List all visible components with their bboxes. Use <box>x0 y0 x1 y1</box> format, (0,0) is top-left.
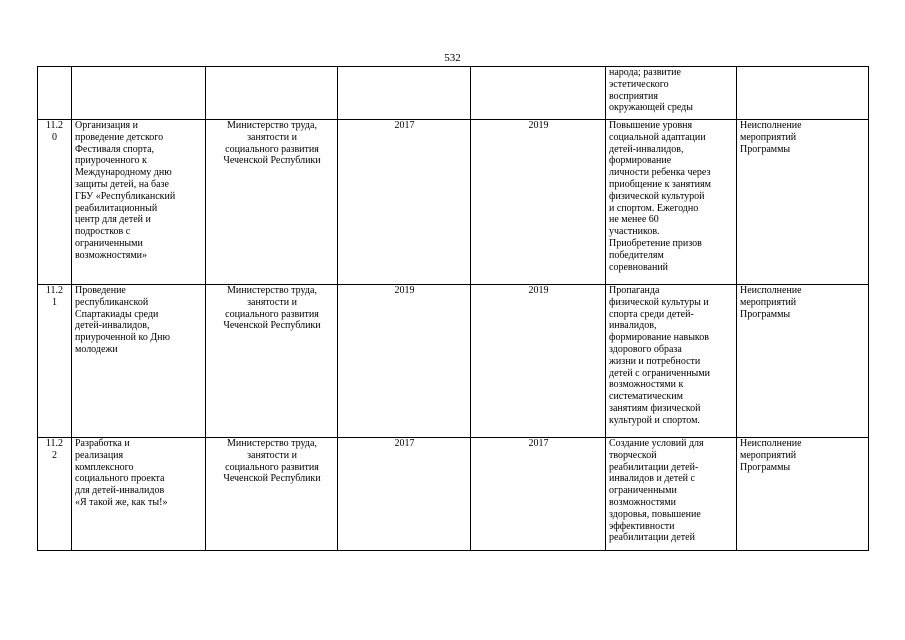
cell-end-year: 2019 <box>471 120 606 285</box>
cell-consequence: Неисполнение мероприятий Программы <box>737 285 869 438</box>
cell-executor: Министерство труда, занятости и социального развития Чеченской Республики <box>206 438 338 551</box>
cell-end-year <box>471 67 606 120</box>
page-number: 532 <box>444 52 461 64</box>
cell-activity <box>72 67 206 120</box>
table-row <box>38 285 869 438</box>
cell-end-year: 2019 <box>471 285 606 438</box>
cell-activity: Проведение республиканской Спартакиады среди детей-инвалидов, приуроченной ко Дню молодежи <box>72 285 206 438</box>
cell-expected-result: народа; развитие эстетического восприятия окружающей среды <box>606 67 737 120</box>
cell-activity: Организация и проведение детского Фестиваля спорта, приуроченного к Международному дню защиты детей, на базе ГБУ «Республиканский реабилитационный центр для детей и подростков с ограниченными возможностями» <box>72 120 206 285</box>
cell-consequence: Неисполнение мероприятий Программы <box>737 120 869 285</box>
cell-start-year <box>338 67 471 120</box>
cell-activity: Разработка и реализация комплексного социального проекта для детей-инвалидов «Я такой же, как ты!» <box>72 438 206 551</box>
cell-number: 11.2 1 <box>38 285 72 438</box>
cell-end-year: 2017 <box>471 438 606 551</box>
cell-number: 11.2 2 <box>38 438 72 551</box>
cell-expected-result: Повышение уровня социальной адаптации детей-инвалидов, формирование личности ребенка через приобщение к занятиям физической культурой и спортом. Ежегодно не менее 60 участников. Приобретение призов победителям соревнований <box>606 120 737 285</box>
cell-start-year: 2019 <box>338 285 471 438</box>
table-row <box>38 120 869 285</box>
table-row-continuation <box>38 67 869 120</box>
cell-start-year: 2017 <box>338 438 471 551</box>
cell-expected-result: Пропаганда физической культуры и спорта среди детей- инвалидов, формирование навыков здорового образа жизни и потребности детей с ограниченными возможностями к систематическим занятиям физической культурой и спортом. <box>606 285 737 438</box>
program-activities-table <box>37 66 869 551</box>
cell-consequence: Неисполнение мероприятий Программы <box>737 438 869 551</box>
table-row <box>38 438 869 551</box>
cell-executor: Министерство труда, занятости и социального развития Чеченской Республики <box>206 120 338 285</box>
cell-consequence <box>737 67 869 120</box>
cell-number: 11.2 0 <box>38 120 72 285</box>
cell-expected-result: Создание условий для творческой реабилитации детей- инвалидов и детей с ограниченными возможностями здоровья, повышение эффективности реабилитации детей <box>606 438 737 551</box>
cell-number <box>38 67 72 120</box>
cell-executor: Министерство труда, занятости и социального развития Чеченской Республики <box>206 285 338 438</box>
cell-start-year: 2017 <box>338 120 471 285</box>
cell-executor <box>206 67 338 120</box>
